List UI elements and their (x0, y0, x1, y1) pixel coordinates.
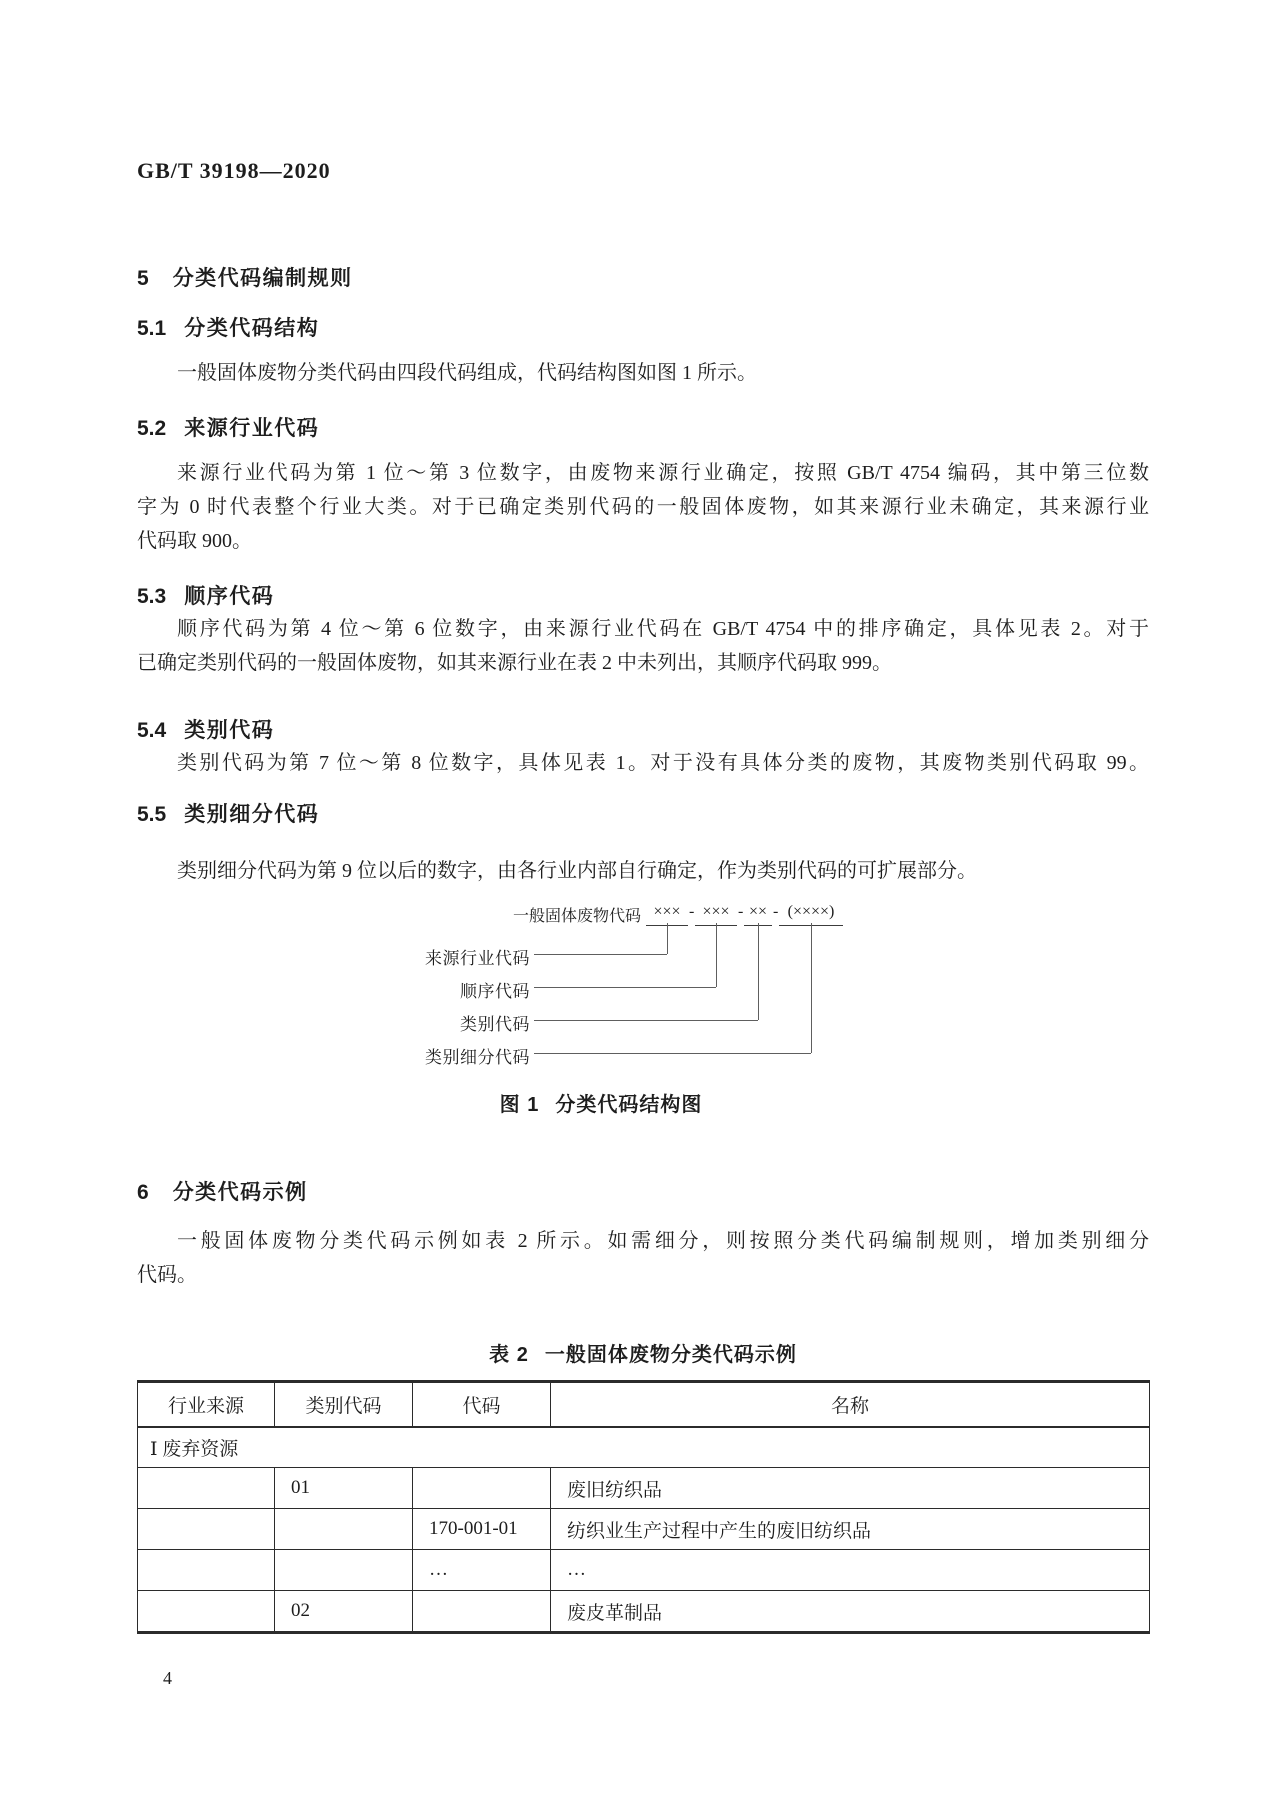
section-5-5-heading (137, 798, 319, 828)
figure-label-sequence-code: 顺序代码 (460, 982, 530, 1001)
figure-code-dash: - (689, 903, 695, 920)
figure-connector-line (534, 1053, 811, 1054)
section-5-2-title: 来源行业代码 (184, 417, 320, 440)
table-section-label: Ⅰ 废弃资源 (138, 1427, 1150, 1468)
table-header-name: 名称 (551, 1382, 1150, 1428)
figure-code-segment-category: ×× (744, 903, 772, 926)
cell-name: 纺织业生产过程中产生的废旧纺织品 (551, 1509, 1150, 1550)
section-5-5-number: 5.5 (137, 803, 167, 826)
paragraph-5-2-line-2: 字为 0 时代表整个行业大类。对于已确定类别代码的一般固体废物，如其来源行业未确定，其来源行业 (137, 496, 1149, 518)
cell-category: 01 (275, 1468, 413, 1509)
figure-caption-number: 图 1 (499, 1094, 540, 1116)
section-5-2-heading (137, 412, 319, 442)
figure-connector-line (811, 923, 812, 1053)
figure-code-dash: - (773, 903, 779, 920)
section-5-1-title: 分类代码结构 (184, 317, 320, 340)
table-title-number: 表 2 (489, 1344, 529, 1366)
cell-industry (138, 1509, 275, 1550)
figure-connector-line (534, 987, 716, 988)
section-5-heading (137, 262, 353, 292)
cell-code: 170-001-01 (413, 1509, 551, 1550)
cell-code: … (413, 1550, 551, 1591)
cell-name: … (551, 1550, 1150, 1591)
section-6-heading (137, 1176, 308, 1206)
section-5-3-number: 5.3 (137, 585, 167, 608)
figure-label-industry-source-code: 来源行业代码 (425, 949, 530, 968)
table-row (138, 1468, 1150, 1509)
section-5-4-number: 5.4 (137, 719, 167, 742)
section-5-1-number: 5.1 (137, 317, 167, 340)
section-5-4-title: 类别代码 (184, 719, 275, 742)
section-5-3-title: 顺序代码 (184, 585, 275, 608)
section-5-3-heading (137, 580, 274, 610)
paragraph-5-5-line-1: 类别细分代码为第 9 位以后的数字，由各行业内部自行确定，作为类别代码的可扩展部分。 (177, 860, 977, 882)
figure-label-subdivision-code: 类别细分代码 (425, 1048, 530, 1067)
section-6-title: 分类代码示例 (172, 1181, 308, 1204)
section-5-1-heading (137, 312, 319, 342)
cell-name: 废旧纺织品 (551, 1468, 1150, 1509)
table-header-row (138, 1382, 1150, 1428)
table-header-code: 代码 (413, 1382, 551, 1428)
figure-1-caption (0, 1088, 1202, 1117)
table-header-category-code: 类别代码 (275, 1382, 413, 1428)
classification-code-table (137, 1380, 1150, 1634)
figure-label-category-code: 类别代码 (460, 1015, 530, 1034)
cell-category (275, 1509, 413, 1550)
table-row (138, 1509, 1150, 1550)
paragraph-6-line-1: 一般固体废物分类代码示例如表 2 所示。如需细分，则按照分类代码编制规则，增加类别细分 (177, 1230, 1149, 1252)
paragraph-5-3-line-1: 顺序代码为第 4 位～第 6 位数字，由来源行业代码在 GB/T 4754 中的排序确定，具体见表 2。对于 (177, 618, 1149, 640)
cell-category (275, 1550, 413, 1591)
section-6-number: 6 (137, 1181, 149, 1204)
cell-code (413, 1591, 551, 1633)
figure-code-segment-subdivision: (××××) (779, 903, 843, 926)
figure-code-segment-industry: ××× (646, 903, 688, 926)
section-5-4-heading (137, 714, 274, 744)
figure-code-dash: - (738, 903, 744, 920)
paragraph-5-4-line-1: 类别代码为第 7 位～第 8 位数字，具体见表 1。对于没有具体分类的废物，其废物类别代码取 99。 (177, 752, 1149, 774)
cell-industry (138, 1591, 275, 1633)
paragraph-6-line-2: 代码。 (137, 1264, 197, 1286)
figure-connector-line (667, 923, 668, 954)
doc-number: GB/T 39198—2020 (137, 158, 331, 183)
section-5-number: 5 (137, 267, 149, 290)
figure-connector-line (534, 954, 667, 955)
table-row (138, 1550, 1150, 1591)
figure-connector-line (758, 923, 759, 1020)
cell-industry (138, 1550, 275, 1591)
paragraph-5-2-line-3: 代码取 900。 (137, 530, 252, 552)
paragraph-5-2-line-1: 来源行业代码为第 1 位～第 3 位数字，由废物来源行业确定，按照 GB/T 4754 编码，其中第三位数 (177, 462, 1149, 484)
table-section-row (138, 1427, 1150, 1468)
figure-connector-line (534, 1020, 758, 1021)
section-5-2-number: 5.2 (137, 417, 167, 440)
cell-name: 废皮革制品 (551, 1591, 1150, 1633)
page-number: 4 (163, 1668, 172, 1688)
section-5-title: 分类代码编制规则 (172, 267, 353, 290)
paragraph-5-1-line-1: 一般固体废物分类代码由四段代码组成，代码结构图如图 1 所示。 (177, 362, 757, 384)
table-2-title (137, 1338, 1149, 1367)
cell-industry (138, 1468, 275, 1509)
figure-code-prefix: 一般固体废物代码 (513, 908, 642, 925)
figure-caption-title: 分类代码结构图 (555, 1094, 703, 1116)
paragraph-5-3-line-2: 已确定类别代码的一般固体废物，如其来源行业在表 2 中未列出，其顺序代码取 999。 (137, 652, 892, 674)
figure-code-segment-sequence: ××× (695, 903, 737, 926)
figure-connector-line (716, 923, 717, 987)
cell-category: 02 (275, 1591, 413, 1633)
table-row (138, 1591, 1150, 1633)
cell-code (413, 1468, 551, 1509)
section-5-5-title: 类别细分代码 (184, 803, 320, 826)
table-header-industry-source: 行业来源 (138, 1382, 275, 1428)
table-title-text: 一般固体废物分类代码示例 (544, 1344, 797, 1366)
